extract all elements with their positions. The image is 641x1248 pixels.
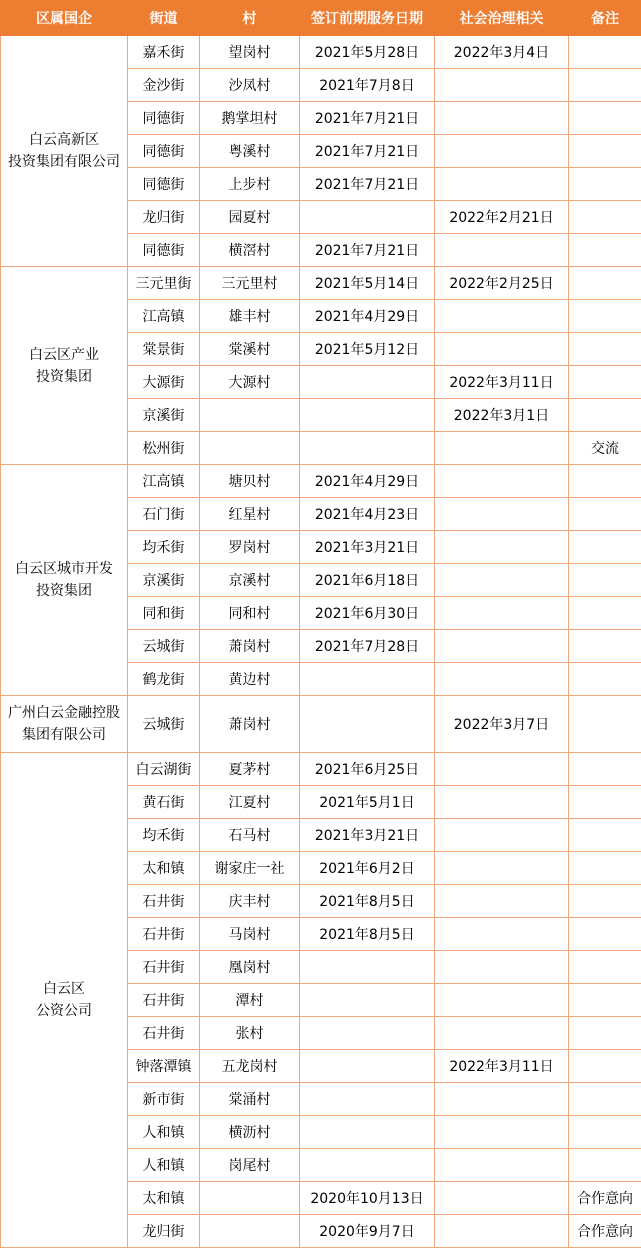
street-cell: 人和镇 bbox=[128, 1116, 200, 1149]
service-date-cell bbox=[300, 1083, 435, 1116]
remarks-cell bbox=[569, 696, 641, 753]
village-cell: 棠涌村 bbox=[200, 1083, 300, 1116]
social-governance-cell bbox=[435, 531, 569, 564]
service-date-cell: 2021年5月14日 bbox=[300, 267, 435, 300]
remarks-cell bbox=[569, 69, 641, 102]
village-cell: 棠溪村 bbox=[200, 333, 300, 366]
village-cell: 江夏村 bbox=[200, 786, 300, 819]
social-governance-cell: 2022年2月21日 bbox=[435, 201, 569, 234]
service-date-cell bbox=[300, 1050, 435, 1083]
social-governance-cell bbox=[435, 564, 569, 597]
social-governance-cell bbox=[435, 333, 569, 366]
service-date-cell bbox=[300, 1149, 435, 1182]
social-governance-cell bbox=[435, 1182, 569, 1215]
street-cell: 石井街 bbox=[128, 951, 200, 984]
enterprise-cell bbox=[1, 36, 128, 267]
service-date-cell: 2021年6月30日 bbox=[300, 597, 435, 630]
service-date-cell: 2021年7月21日 bbox=[300, 135, 435, 168]
village-cell bbox=[200, 399, 300, 432]
service-date-cell: 2021年4月29日 bbox=[300, 465, 435, 498]
social-governance-cell bbox=[435, 300, 569, 333]
village-cell: 马岗村 bbox=[200, 918, 300, 951]
service-date-cell: 2021年8月5日 bbox=[300, 918, 435, 951]
remarks-cell bbox=[569, 753, 641, 786]
street-cell: 大源街 bbox=[128, 366, 200, 399]
street-cell: 钟落潭镇 bbox=[128, 1050, 200, 1083]
social-governance-cell bbox=[435, 885, 569, 918]
village-cell: 三元里村 bbox=[200, 267, 300, 300]
street-cell: 龙归街 bbox=[128, 201, 200, 234]
enterprise-name-line: 白云区产业 bbox=[3, 344, 125, 366]
remarks-cell bbox=[569, 1050, 641, 1083]
header-service-date: 签订前期服务日期 bbox=[300, 1, 435, 36]
village-cell: 凰岗村 bbox=[200, 951, 300, 984]
remarks-cell bbox=[569, 564, 641, 597]
remarks-cell bbox=[569, 1116, 641, 1149]
street-cell: 同德街 bbox=[128, 102, 200, 135]
enterprise-name-line: 集团有限公司 bbox=[3, 724, 125, 746]
service-date-cell: 2021年7月28日 bbox=[300, 630, 435, 663]
social-governance-cell bbox=[435, 234, 569, 267]
remarks-cell bbox=[569, 984, 641, 1017]
social-governance-cell bbox=[435, 1083, 569, 1116]
social-governance-cell bbox=[435, 135, 569, 168]
header-social-governance: 社会治理相关 bbox=[435, 1, 569, 36]
enterprise-cell bbox=[1, 696, 128, 753]
street-cell: 松州街 bbox=[128, 432, 200, 465]
street-cell: 太和镇 bbox=[128, 1182, 200, 1215]
social-governance-cell: 2022年3月11日 bbox=[435, 366, 569, 399]
remarks-cell bbox=[569, 819, 641, 852]
header-enterprise: 区属国企 bbox=[1, 1, 128, 36]
street-cell: 均禾街 bbox=[128, 531, 200, 564]
header-remarks: 备注 bbox=[569, 1, 641, 36]
street-cell: 石井街 bbox=[128, 885, 200, 918]
social-governance-cell: 2022年3月11日 bbox=[435, 1050, 569, 1083]
service-date-cell bbox=[300, 399, 435, 432]
enterprise-name-line: 投资集团 bbox=[3, 580, 125, 602]
remarks-cell bbox=[569, 918, 641, 951]
village-cell: 上步村 bbox=[200, 168, 300, 201]
village-cell: 夏茅村 bbox=[200, 753, 300, 786]
social-governance-cell bbox=[435, 984, 569, 1017]
street-cell: 三元里街 bbox=[128, 267, 200, 300]
enterprise-name-line: 投资集团 bbox=[3, 366, 125, 388]
service-date-cell bbox=[300, 951, 435, 984]
village-cell: 岗尾村 bbox=[200, 1149, 300, 1182]
remarks-cell bbox=[569, 885, 641, 918]
village-cell bbox=[200, 1215, 300, 1248]
village-cell: 黄边村 bbox=[200, 663, 300, 696]
service-date-cell: 2021年5月12日 bbox=[300, 333, 435, 366]
street-cell: 棠景街 bbox=[128, 333, 200, 366]
street-cell: 均禾街 bbox=[128, 819, 200, 852]
village-cell: 沙凤村 bbox=[200, 69, 300, 102]
service-date-cell: 2020年9月7日 bbox=[300, 1215, 435, 1248]
service-date-cell bbox=[300, 984, 435, 1017]
remarks-cell bbox=[569, 1083, 641, 1116]
street-cell: 黄石街 bbox=[128, 786, 200, 819]
service-date-cell: 2020年10月13日 bbox=[300, 1182, 435, 1215]
village-cell: 谢家庄一社 bbox=[200, 852, 300, 885]
service-date-cell: 2021年6月18日 bbox=[300, 564, 435, 597]
service-date-cell bbox=[300, 663, 435, 696]
service-date-cell bbox=[300, 1116, 435, 1149]
village-cell: 张村 bbox=[200, 1017, 300, 1050]
street-cell: 云城街 bbox=[128, 630, 200, 663]
service-date-cell bbox=[300, 1017, 435, 1050]
village-cell: 同和村 bbox=[200, 597, 300, 630]
village-cell: 石马村 bbox=[200, 819, 300, 852]
enterprise-name-line: 白云区城市开发 bbox=[3, 558, 125, 580]
remarks-cell bbox=[569, 267, 641, 300]
village-cell: 潭村 bbox=[200, 984, 300, 1017]
enterprise-cell bbox=[1, 753, 128, 1248]
service-date-cell: 2021年6月2日 bbox=[300, 852, 435, 885]
social-governance-cell: 2022年3月4日 bbox=[435, 36, 569, 69]
social-governance-cell bbox=[435, 1215, 569, 1248]
social-governance-cell bbox=[435, 432, 569, 465]
village-cell: 望岗村 bbox=[200, 36, 300, 69]
service-date-cell: 2021年6月25日 bbox=[300, 753, 435, 786]
remarks-cell: 合作意向 bbox=[569, 1215, 641, 1248]
table-row bbox=[1, 465, 641, 498]
village-cell: 五龙岗村 bbox=[200, 1050, 300, 1083]
street-cell: 石井街 bbox=[128, 984, 200, 1017]
village-cell: 庆丰村 bbox=[200, 885, 300, 918]
street-cell: 太和镇 bbox=[128, 852, 200, 885]
social-governance-cell bbox=[435, 786, 569, 819]
enterprise-cell bbox=[1, 267, 128, 465]
social-governance-cell bbox=[435, 918, 569, 951]
remarks-cell bbox=[569, 366, 641, 399]
village-cell: 萧岗村 bbox=[200, 696, 300, 753]
street-cell: 江高镇 bbox=[128, 300, 200, 333]
street-cell: 金沙街 bbox=[128, 69, 200, 102]
remarks-cell bbox=[569, 852, 641, 885]
remarks-cell bbox=[569, 663, 641, 696]
remarks-cell bbox=[569, 951, 641, 984]
street-cell: 京溪街 bbox=[128, 399, 200, 432]
service-date-cell: 2021年3月21日 bbox=[300, 819, 435, 852]
remarks-cell bbox=[569, 234, 641, 267]
village-cell: 鹅掌坦村 bbox=[200, 102, 300, 135]
service-date-cell bbox=[300, 366, 435, 399]
social-governance-cell bbox=[435, 852, 569, 885]
service-date-cell: 2021年7月21日 bbox=[300, 102, 435, 135]
remarks-cell bbox=[569, 786, 641, 819]
remarks-cell bbox=[569, 1017, 641, 1050]
table-row bbox=[1, 753, 641, 786]
service-date-cell: 2021年4月29日 bbox=[300, 300, 435, 333]
social-governance-cell bbox=[435, 465, 569, 498]
remarks-cell bbox=[569, 168, 641, 201]
village-cell: 京溪村 bbox=[200, 564, 300, 597]
enterprise-name-line: 投资集团有限公司 bbox=[3, 151, 125, 173]
street-cell: 石门街 bbox=[128, 498, 200, 531]
remarks-cell: 合作意向 bbox=[569, 1182, 641, 1215]
social-governance-cell bbox=[435, 753, 569, 786]
remarks-cell bbox=[569, 630, 641, 663]
street-cell: 新市街 bbox=[128, 1083, 200, 1116]
social-governance-cell bbox=[435, 168, 569, 201]
service-date-cell bbox=[300, 432, 435, 465]
street-cell: 京溪街 bbox=[128, 564, 200, 597]
header-village: 村 bbox=[200, 1, 300, 36]
village-cell: 红星村 bbox=[200, 498, 300, 531]
service-date-cell: 2021年3月21日 bbox=[300, 531, 435, 564]
street-cell: 同德街 bbox=[128, 168, 200, 201]
street-cell: 同和街 bbox=[128, 597, 200, 630]
village-cell: 横沥村 bbox=[200, 1116, 300, 1149]
remarks-cell bbox=[569, 36, 641, 69]
remarks-cell: 交流 bbox=[569, 432, 641, 465]
remarks-cell bbox=[569, 531, 641, 564]
remarks-cell bbox=[569, 1149, 641, 1182]
street-cell: 同德街 bbox=[128, 234, 200, 267]
village-cell: 雄丰村 bbox=[200, 300, 300, 333]
social-governance-cell bbox=[435, 951, 569, 984]
street-cell: 石井街 bbox=[128, 918, 200, 951]
remarks-cell bbox=[569, 300, 641, 333]
remarks-cell bbox=[569, 102, 641, 135]
street-cell: 嘉禾街 bbox=[128, 36, 200, 69]
village-cell: 园夏村 bbox=[200, 201, 300, 234]
table-body bbox=[1, 36, 641, 1248]
street-cell: 鹤龙街 bbox=[128, 663, 200, 696]
social-governance-cell bbox=[435, 102, 569, 135]
service-date-cell: 2021年7月8日 bbox=[300, 69, 435, 102]
street-cell: 石井街 bbox=[128, 1017, 200, 1050]
street-cell: 白云湖街 bbox=[128, 753, 200, 786]
service-date-cell: 2021年4月23日 bbox=[300, 498, 435, 531]
social-governance-cell: 2022年2月25日 bbox=[435, 267, 569, 300]
service-date-cell: 2021年7月21日 bbox=[300, 234, 435, 267]
enterprise-name-line: 广州白云金融控股 bbox=[3, 702, 125, 724]
social-governance-cell bbox=[435, 630, 569, 663]
service-date-cell bbox=[300, 696, 435, 753]
service-date-cell: 2021年5月28日 bbox=[300, 36, 435, 69]
social-governance-cell bbox=[435, 498, 569, 531]
remarks-cell bbox=[569, 399, 641, 432]
remarks-cell bbox=[569, 135, 641, 168]
header-street: 街道 bbox=[128, 1, 200, 36]
remarks-cell bbox=[569, 333, 641, 366]
street-cell: 江高镇 bbox=[128, 465, 200, 498]
service-date-cell: 2021年7月21日 bbox=[300, 168, 435, 201]
social-governance-cell bbox=[435, 663, 569, 696]
service-date-cell: 2021年8月5日 bbox=[300, 885, 435, 918]
social-governance-cell bbox=[435, 819, 569, 852]
table-row bbox=[1, 36, 641, 69]
enterprise-name-line: 白云高新区 bbox=[3, 129, 125, 151]
social-governance-cell: 2022年3月7日 bbox=[435, 696, 569, 753]
remarks-cell bbox=[569, 597, 641, 630]
remarks-cell bbox=[569, 465, 641, 498]
social-governance-cell bbox=[435, 1116, 569, 1149]
service-date-cell bbox=[300, 201, 435, 234]
village-cell: 塘贝村 bbox=[200, 465, 300, 498]
village-cell: 萧岗村 bbox=[200, 630, 300, 663]
village-cell: 粤溪村 bbox=[200, 135, 300, 168]
social-governance-cell bbox=[435, 1017, 569, 1050]
enterprise-name-line: 白云区 bbox=[3, 978, 125, 1000]
social-governance-cell: 2022年3月1日 bbox=[435, 399, 569, 432]
village-cell: 罗岗村 bbox=[200, 531, 300, 564]
village-cell: 大源村 bbox=[200, 366, 300, 399]
header-row bbox=[1, 1, 641, 36]
village-cell: 横滘村 bbox=[200, 234, 300, 267]
remarks-cell bbox=[569, 201, 641, 234]
social-governance-cell bbox=[435, 69, 569, 102]
street-cell: 同德街 bbox=[128, 135, 200, 168]
enterprise-cell bbox=[1, 465, 128, 696]
social-governance-cell bbox=[435, 597, 569, 630]
street-cell: 龙归街 bbox=[128, 1215, 200, 1248]
village-cell bbox=[200, 1182, 300, 1215]
service-date-cell: 2021年5月1日 bbox=[300, 786, 435, 819]
enterprise-name-line: 公资公司 bbox=[3, 1000, 125, 1022]
street-cell: 云城街 bbox=[128, 696, 200, 753]
table-row bbox=[1, 696, 641, 753]
social-governance-cell bbox=[435, 1149, 569, 1182]
remarks-cell bbox=[569, 498, 641, 531]
table-row bbox=[1, 267, 641, 300]
street-cell: 人和镇 bbox=[128, 1149, 200, 1182]
village-cell bbox=[200, 432, 300, 465]
